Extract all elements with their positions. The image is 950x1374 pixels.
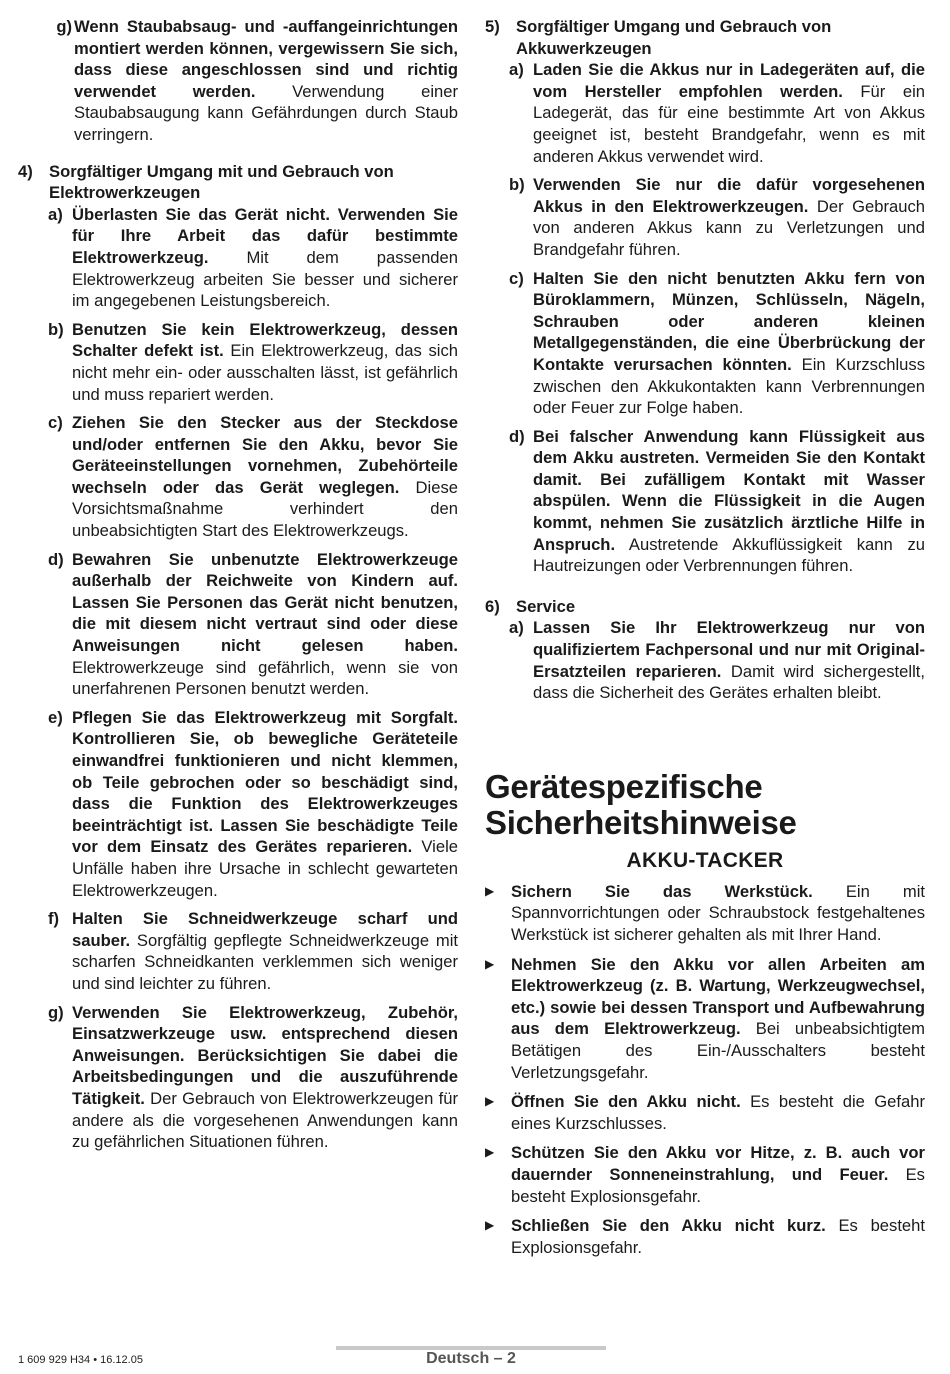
right-column bbox=[485, 16, 925, 1266]
item-label: g) bbox=[56, 17, 72, 36]
list-item: d) Bei falscher Anwendung kann Flüssigkeit aus dem Akku austreten. Vermeiden Sie den Kontakt damit. Bei zufälligem Kontakt mit Wasser abspülen. Wenn die Flüssigkeit in die Augen kommt, nehmen Sie zusätzlich ärztliche Hilfe in Anspruch. Austretende Akkuflüssigkeit kann zu Hautreizungen oder Verbrennungen führen. bbox=[509, 426, 925, 576]
triangle-bullet-icon: ▶ bbox=[485, 883, 495, 898]
triangle-bullet-icon: ▶ bbox=[485, 1145, 495, 1160]
page-number: Deutsch – 2 bbox=[426, 1350, 516, 1367]
section-6 bbox=[485, 596, 925, 704]
section-5-items bbox=[509, 59, 925, 577]
list-item: d) Bewahren Sie unbenutzte Elektrowerkzeuge außerhalb der Reichweite von Kindern auf. Lassen Sie Personen das Gerät nicht benutzen, die mit diesem nicht vertraut sind oder diese Anweisungen nicht gelesen haben. Elektrowerkzeuge sind gefährlich, wenn sie von unerfahrenen Personen benutzt werden. bbox=[48, 549, 458, 699]
left-column bbox=[18, 16, 458, 1160]
list-item: b) Verwenden Sie nur die dafür vorgesehenen Akkus in den Elektrowerkzeugen. Der Gebrauch von anderen Akkus kann zu Verletzungen und Brandgefahr führen. bbox=[509, 175, 925, 259]
list-item: e) Pflegen Sie das Elektrowerkzeug mit Sorgfalt. Kontrollieren Sie, ob bewegliche Geräteteile einwandfrei funktionieren und nicht klemmen, ob Teile gebrochen oder so beschädigt sind, dass die Funktion des Elektrowerkzeuges beeinträchtigt ist. Lassen Sie beschädigte Teile vor dem Einsatz des Gerätes reparieren. Viele Unfälle haben ihre Ursache in schlecht gewarteten Elektrowerkzeugen. bbox=[48, 707, 458, 900]
page-title: Gerätespezifische Sicherheitshinweise bbox=[485, 767, 797, 841]
section-6-items bbox=[509, 617, 925, 703]
list-item: ▶ Schließen Sie den Akku nicht kurz. Es besteht Explosionsgefahr. bbox=[485, 1216, 925, 1257]
section-5 bbox=[485, 16, 925, 577]
list-item: f) Halten Sie Schneidwerkzeuge scharf und sauber. Sorgfältig gepflegte Schneidwerkzeuge mit scharfen Schneidkanten verklemmen sich weniger und sind leichter zu führen. bbox=[48, 909, 458, 993]
list-item: ▶ Nehmen Sie den Akku vor allen Arbeiten am Elektrowerkzeug (z. B. Wartung, Werkzeugwechsel, etc.) sowie bei dessen Transport und Aufbewahrung aus dem Elektrowerkzeug. Bei unbeabsichtigtem Betätigen des Ein-/Ausschalters besteht Verletzungsgefahr. bbox=[485, 954, 925, 1082]
list-item: c) Halten Sie den nicht benutzten Akku fern von Büroklammern, Münzen, Schlüsseln, Nägeln, Schrauben oder anderen kleinen Metallgegenständen, die eine Überbrückung der Kontakte verursachen könnten. Ein Kurzschluss zwischen den Akkukontakten kann Verbrennungen oder Feuer zur Folge haben. bbox=[509, 268, 925, 418]
document-code: 1 609 929 H34 • 16.12.05 bbox=[18, 1354, 143, 1366]
list-item: c) Ziehen Sie den Stecker aus der Steckdose und/oder entfernen Sie den Akku, bevor Sie Geräteeinstellungen vornehmen, Zubehörteile wechseln oder das Gerät weglegen. Diese Vorsichtsmaßnahme verhindert den unbeabsichtigten Start des Elektrowerkzeugs. bbox=[48, 413, 458, 541]
section-heading: 4) Sorgfältiger Umgang mit und Gebrauch von Elektrowerkzeugen bbox=[18, 161, 394, 203]
list-item: ▶ Sichern Sie das Werkstück. Ein mit Spannvorrichtungen oder Schraubstock festgehaltenes Werkstück ist sicherer gehalten als mit Ihrer Hand. bbox=[485, 881, 925, 944]
triangle-bullet-icon: ▶ bbox=[485, 956, 495, 971]
list-item: b) Benutzen Sie kein Elektrowerkzeug, dessen Schalter defekt ist. Ein Elektrowerkzeug, das sich nicht mehr ein- oder ausschalten lässt, ist gefährlich und muss repariert werden. bbox=[48, 319, 458, 404]
list-item: g) Verwenden Sie Elektrowerkzeug, Zubehör, Einsatzwerkzeuge usw. entsprechend diesen Anweisungen. Berücksichtigen Sie dabei die Arbeitsbedingungen und die auszuführende Tätigkeit. Der Gebrauch von Elektrowerkzeugen für andere als die vorgesehenen Anwendungen kann zu gefährlichen Situationen führen. bbox=[48, 1002, 458, 1152]
section-subtitle: AKKU-TACKER bbox=[626, 848, 784, 872]
section-heading: 5) Sorgfältiger Umgang und Gebrauch von Akkuwerkzeugen bbox=[485, 17, 832, 58]
triangle-bullet-icon: ▶ bbox=[485, 1094, 495, 1109]
section-heading: 6) Service bbox=[485, 596, 576, 616]
list-item: a) Laden Sie die Akkus nur in Ladegeräten auf, die vom Hersteller empfohlen werden. Für ein Ladegerät, das für eine bestimmte Art von Akkus geeignet ist, besteht Brandgefahr, wenn es mit anderen Akkus verwendet wird. bbox=[509, 60, 925, 166]
bullet-list bbox=[485, 881, 925, 1259]
item-4g-dust-extraction bbox=[48, 16, 458, 146]
item-body: Wenn Staubabsaug- und -auffangeinrichtungen montiert werden können, vergewissern Sie sich, dass diese angeschlossen sind und richtig verwendet werden. Verwendung einer Staubabsaugung kann Gefährdungen durch Staub verringern. bbox=[74, 17, 458, 144]
section-4 bbox=[18, 161, 458, 1153]
section-4-items bbox=[48, 204, 458, 1153]
list-item: ▶ Öffnen Sie den Akku nicht. Es besteht die Gefahr eines Kurzschlusses. bbox=[485, 1092, 925, 1133]
list-item: a) Lassen Sie Ihr Elektrowerkzeug nur von qualifiziertem Fachpersonal und nur mit Original-Ersatzteilen reparieren. Damit wird sichergestellt, dass die Sicherheit des Gerätes erhalten bleibt. bbox=[509, 618, 925, 703]
list-item: a) Überlasten Sie das Gerät nicht. Verwenden Sie für Ihre Arbeit das dafür bestimmte Elektrowerkzeug. Mit dem passenden Elektrowerkzeug arbeiten Sie besser und sicherer im angegebenen Leistungsbereich. bbox=[48, 204, 458, 311]
list-item: ▶ Schützen Sie den Akku vor Hitze, z. B. auch vor dauernder Sonneneinstrahlung, und Feuer. Es besteht Explosionsgefahr. bbox=[485, 1143, 925, 1206]
triangle-bullet-icon: ▶ bbox=[485, 1218, 495, 1233]
